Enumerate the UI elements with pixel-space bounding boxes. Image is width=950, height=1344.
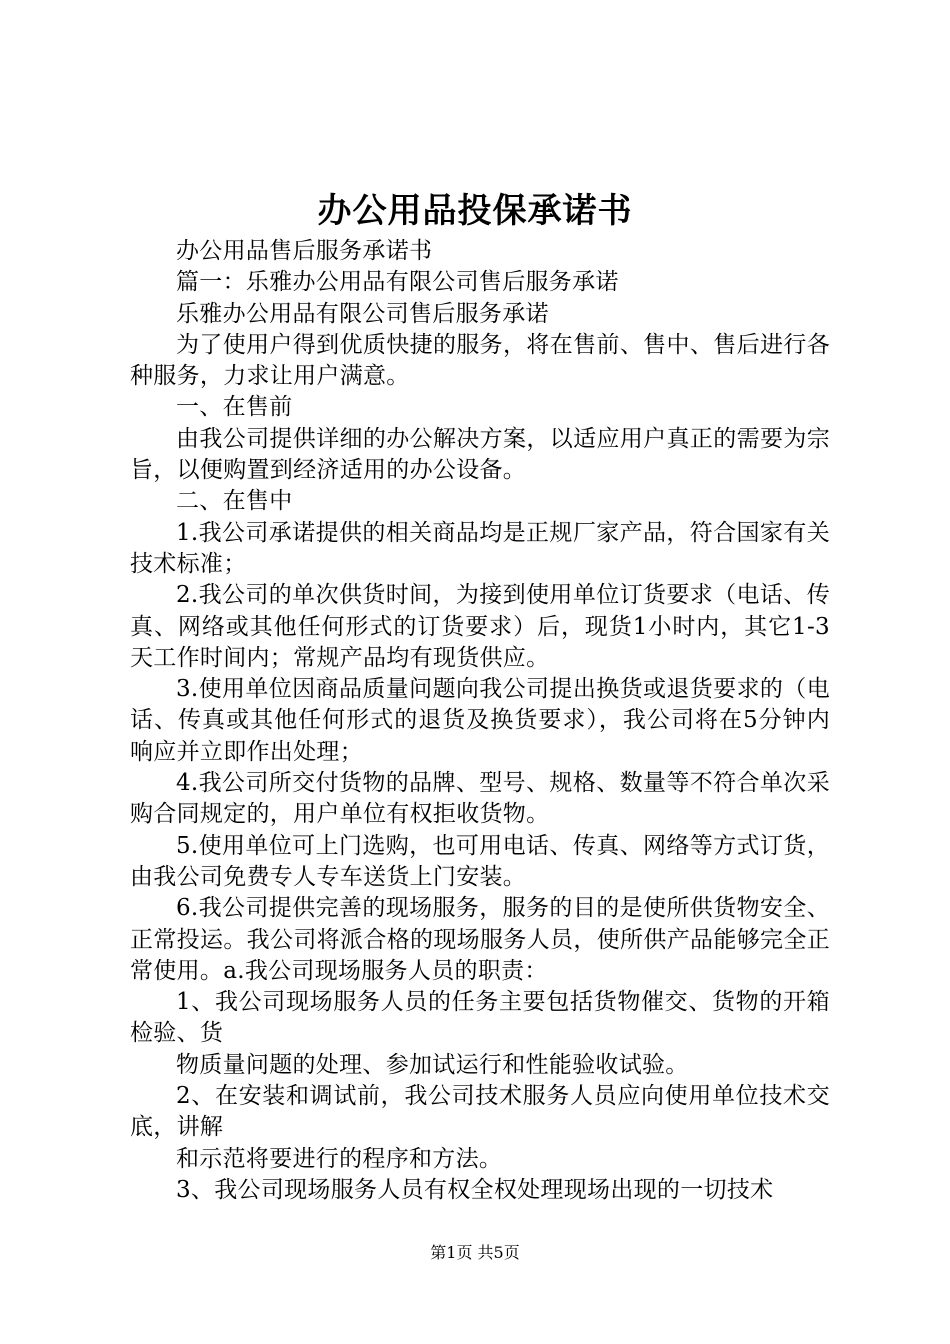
paragraph: 和示范将要进行的程序和方法。: [176, 1145, 503, 1172]
section-heading: 一、在售前: [176, 394, 293, 421]
list-item: 4.我公司所交付货物的品牌、型号、规格、数量等不符合单次采购合同规定的，用户单位有权拒收货物。: [130, 770, 830, 828]
paragraph: 由我公司提供详细的办公解决方案，以适应用户真正的需要为宗旨，以便购置到经济适用的办公设备。: [130, 425, 830, 484]
list-item: 3.使用单位因商品质量问题向我公司提出换货或退货要求的（电话、传真或其他任何形式的退货及换货要求），我公司将在5分钟内响应并立即作出处理；: [130, 676, 830, 765]
paragraph: 物质量问题的处理、参加试运行和性能验收试验。: [176, 1051, 689, 1078]
paragraph: 乐雅办公用品有限公司售后服务承诺: [176, 300, 549, 327]
list-item: 5.使用单位可上门选购，也可用电话、传真、网络等方式订货，由我公司免费专人专车送货上门安装。: [130, 832, 830, 890]
list-item: 2、在安装和调试前，我公司技术服务人员应向使用单位技术交底，讲解: [130, 1083, 830, 1141]
paragraph: 为了使用户得到优质快捷的服务，将在售前、售中、售后进行各种服务，力求让用户满意。: [130, 331, 830, 390]
list-item: 3、我公司现场服务人员有权全权处理现场出现的一切技术: [176, 1176, 774, 1203]
list-item: 1.我公司承诺提供的相关商品均是正规厂家产品，符合国家有关技术标准；: [130, 519, 830, 577]
document-body: [130, 236, 830, 1206]
paragraph: 篇一：乐雅办公用品有限公司售后服务承诺: [176, 269, 619, 296]
section-heading: 二、在售中: [176, 488, 293, 515]
document-title: 办公用品投保承诺书: [317, 191, 633, 231]
list-item: 6.我公司提供完善的现场服务，服务的目的是使所供货物安全、正常投运。我公司将派合格的现场服务人员，使所供产品能够完全正常使用。a.我公司现场服务人员的职责：: [130, 895, 830, 984]
page-indicator: 第1页 共5页: [430, 1243, 520, 1262]
list-item: 2.我公司的单次供货时间，为接到使用单位订货要求（电话、传真、网络或其他任何形式的订货要求）后，现货1小时内，其它1-3天工作时间内；常规产品均有现货供应。: [130, 582, 830, 671]
paragraph: 办公用品售后服务承诺书: [176, 238, 433, 264]
list-item: 1、我公司现场服务人员的任务主要包括货物催交、货物的开箱检验、货: [130, 989, 830, 1047]
